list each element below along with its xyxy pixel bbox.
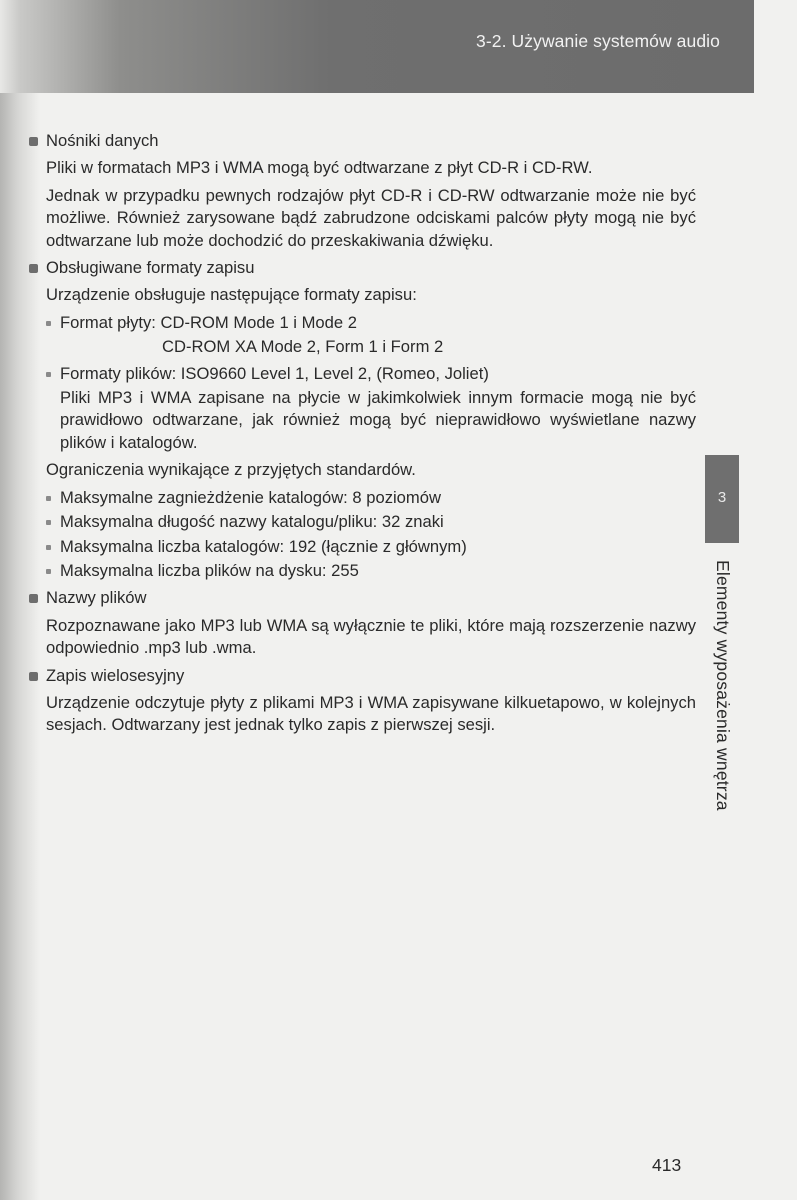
section-title-media: Nośniki danych: [46, 130, 696, 152]
formats-intro: Urządzenie obsługuje następujące formaty zapisu:: [46, 285, 417, 305]
limit-item: Maksymalna liczba plików na dysku: 255: [46, 560, 696, 582]
dot-bullet-icon: [46, 496, 51, 501]
square-bullet-icon: [29, 672, 38, 681]
square-bullet-icon: [29, 137, 38, 146]
limit-item: Maksymalne zagnieżdżenie katalogów: 8 poziomów: [46, 487, 696, 509]
paragraph: Jednak w przypadku pewnych rodzajów płyt CD-R i CD-RW odtwarzanie może nie być możliwe. Również zarysowane bądź zabrudzone odciskami palców płyty mogą nie być odtwarzane lub może dochodzić do przeskakiwania dźwięku.: [46, 185, 696, 250]
disc-format-item: Format płyty: CD-ROM Mode 1 i Mode 2: [46, 312, 696, 334]
square-bullet-icon: [29, 594, 38, 603]
dot-bullet-icon: [46, 520, 51, 525]
chapter-header-bar: [0, 0, 754, 93]
limit-item: Maksymalna liczba katalogów: 192 (łącznie z głównym): [46, 536, 696, 558]
section-media: [46, 130, 696, 252]
section-multisession: [46, 665, 696, 737]
dot-bullet-icon: [46, 321, 51, 326]
page-number: 413: [652, 1155, 682, 1175]
disc-format-line2: CD-ROM XA Mode 2, Form 1 i Form 2: [162, 337, 444, 357]
paragraph: Rozpoznawane jako MP3 lub WMA są wyłącznie te pliki, które mają rozszerzenie nazwy odpowiednio .mp3 lub .wma.: [46, 615, 696, 658]
section-title-formats: Obsługiwane formaty zapisu: [46, 257, 696, 279]
dot-bullet-icon: [46, 569, 51, 574]
limit-item: Maksymalna długość nazwy katalogu/pliku: 32 znaki: [46, 511, 696, 533]
section-title-multisession: Zapis wielosesyjny: [46, 665, 696, 687]
section-filenames: [46, 587, 696, 659]
dot-bullet-icon: [46, 372, 51, 377]
chapter-tab: [705, 455, 739, 543]
file-format-item: Formaty plików: ISO9660 Level 1, Level 2, (Romeo, Joliet): [46, 363, 696, 385]
file-format-note: Pliki MP3 i WMA zapisane na płycie w jakimkolwiek innym formacie mogą nie być prawidłowo odtwarzane, jak również mogą być nieprawidłowo wyświetlane nazwy plików i katalogów.: [60, 388, 696, 452]
chapter-number: 3: [717, 489, 727, 506]
paragraph: Pliki w formatach MP3 i WMA mogą być odtwarzane z płyt CD-R i CD-RW.: [46, 158, 593, 178]
paragraph: Urządzenie odczytuje płyty z plikami MP3 i WMA zapisywane kilkuetapowo, w kolejnych sesjach. Odtwarzany jest jednak tylko zapis z pierwszej sesji.: [46, 692, 696, 735]
page-content: [46, 130, 696, 742]
chapter-side-label: Elementy wyposażenia wnętrza: [713, 560, 733, 811]
dot-bullet-icon: [46, 545, 51, 550]
section-formats: [46, 257, 696, 582]
section-title-filenames: Nazwy plików: [46, 587, 696, 609]
square-bullet-icon: [29, 264, 38, 273]
chapter-title: 3-2. Używanie systemów audio: [475, 31, 720, 51]
limits-intro: Ograniczenia wynikające z przyjętych standardów.: [46, 460, 416, 480]
